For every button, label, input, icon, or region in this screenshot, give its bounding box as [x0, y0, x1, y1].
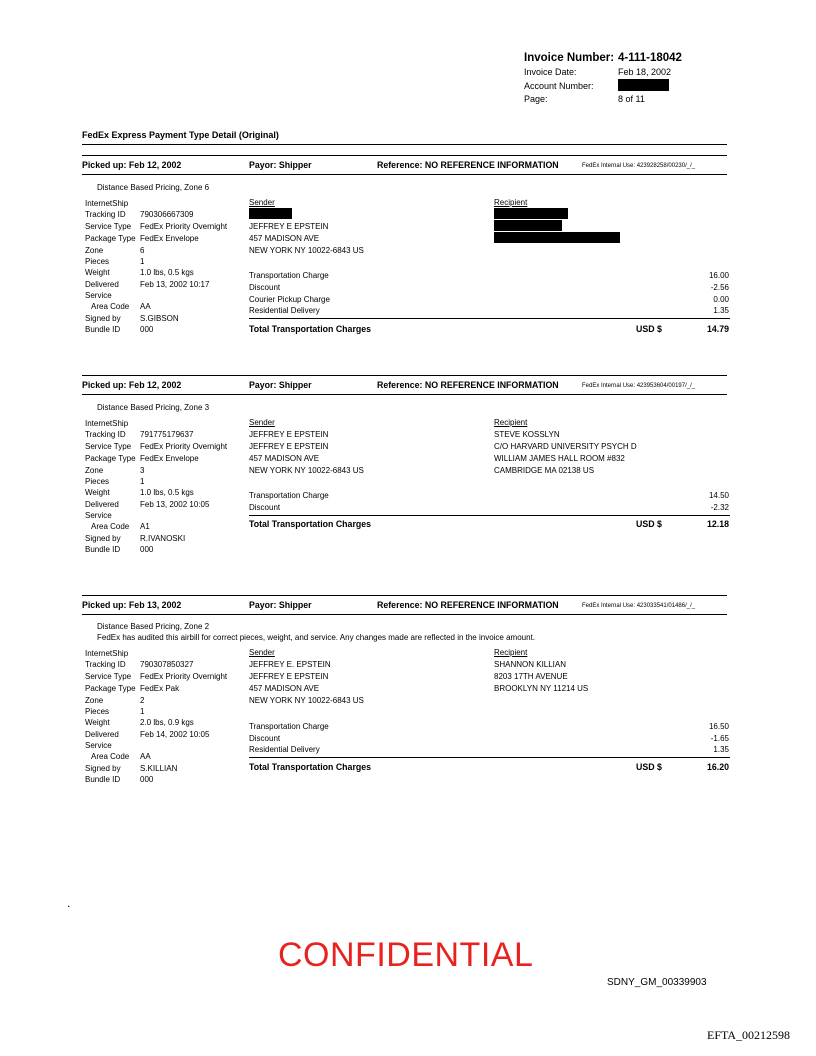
- pieces-label: Pieces: [85, 707, 110, 716]
- invoice-date-label: Invoice Date:: [524, 67, 577, 77]
- total-label: Total Transportation Charges: [249, 762, 372, 772]
- recipient-line: WILLIAM JAMES HALL ROOM #832: [494, 454, 625, 463]
- invoice-date: Feb 18, 2002: [618, 67, 672, 77]
- pricing-note: Distance Based Pricing, Zone 2: [97, 622, 210, 631]
- stray-dot: .: [67, 896, 71, 910]
- currency: USD $: [636, 324, 662, 334]
- invoice-number: 4-111-18042: [618, 52, 682, 64]
- total-label: Total Transportation Charges: [249, 324, 372, 334]
- zone-label: Zone: [85, 696, 104, 705]
- internet-ship-label: InternetShip: [85, 199, 129, 208]
- courier-pickup-label: Courier Pickup Charge: [249, 295, 330, 304]
- signed-by: S.KILLIAN: [140, 764, 178, 773]
- bundle-id-label: Bundle ID: [85, 775, 121, 784]
- bundle-id-label: Bundle ID: [85, 325, 121, 334]
- sender-line: 457 MADISON AVE: [249, 234, 320, 243]
- total-rule: [249, 318, 730, 319]
- bundle-id-label: Bundle ID: [85, 545, 121, 554]
- transportation-charge-label: Transportation Charge: [249, 491, 329, 500]
- area-code-label: Area Code: [91, 522, 130, 531]
- total-rule: [249, 515, 730, 516]
- sender-line: JEFFREY E EPSTEIN: [249, 672, 329, 681]
- reference: Reference: NO REFERENCE INFORMATION: [377, 600, 559, 610]
- total-amount: 12.18: [706, 519, 729, 529]
- pricing-note: Distance Based Pricing, Zone 3: [97, 403, 210, 412]
- area-code: AA: [140, 752, 151, 761]
- pieces: 1: [140, 477, 145, 486]
- recipient-line: 8203 17TH AVENUE: [494, 672, 568, 681]
- zone-label: Zone: [85, 466, 104, 475]
- tracking-id: 790306667309: [140, 210, 194, 219]
- internet-ship-label: InternetShip: [85, 649, 129, 658]
- section-sub-rule: [82, 174, 727, 175]
- reference: Reference: NO REFERENCE INFORMATION: [377, 160, 559, 170]
- transportation-charge: 16.00: [708, 271, 729, 280]
- recipient-line: STEVE KOSSLYN: [494, 430, 560, 439]
- sender-line: NEW YORK NY 10022-6843 US: [249, 466, 364, 475]
- picked-up: Picked up: Feb 13, 2002: [82, 600, 182, 610]
- sender-line: 457 MADISON AVE: [249, 454, 320, 463]
- package-type: FedEx Envelope: [140, 234, 199, 243]
- service-type-label: Service Type: [85, 222, 132, 231]
- tracking-id-label: Tracking ID: [85, 210, 126, 219]
- confidential-stamp: CONFIDENTIAL: [278, 936, 534, 974]
- internet-ship-label: InternetShip: [85, 419, 129, 428]
- section-top-rule: [82, 155, 727, 156]
- residential-delivery: 1.35: [713, 306, 729, 315]
- discount-label: Discount: [249, 283, 281, 292]
- tracking-id-label: Tracking ID: [85, 660, 126, 669]
- sender-label: Sender: [249, 198, 275, 207]
- discount-label: Discount: [249, 503, 281, 512]
- residential-delivery-label: Residential Delivery: [249, 745, 320, 754]
- package-type: FedEx Pak: [140, 684, 180, 693]
- area-code: A1: [140, 522, 150, 531]
- transportation-charge: 14.50: [708, 491, 729, 500]
- section-sub-rule: [82, 394, 727, 395]
- efta-number: EFTA_00212598: [707, 1028, 791, 1042]
- reference: Reference: NO REFERENCE INFORMATION: [377, 380, 559, 390]
- zone: 6: [140, 246, 145, 255]
- sender-line: NEW YORK NY 10022-6843 US: [249, 696, 364, 705]
- delivered: Feb 14, 2002 10:05: [140, 730, 210, 739]
- section-sub-rule: [82, 614, 727, 615]
- recipient-label: Recipient: [494, 198, 528, 207]
- internal-use: FedEx Internal Use: 423953604/00197/_/_: [582, 383, 696, 389]
- page-label: Page:: [524, 94, 548, 104]
- recipient-redaction: [494, 208, 568, 219]
- recipient-line: SHANNON KILLIAN: [494, 660, 567, 669]
- area-code: AA: [140, 302, 151, 311]
- residential-delivery: 1.35: [713, 745, 729, 754]
- total-amount: 14.79: [706, 324, 729, 334]
- delivered-label: Delivered: [85, 500, 119, 509]
- delivered-label: Delivered: [85, 730, 119, 739]
- signed-by-label: Signed by: [85, 314, 121, 323]
- recipient-line: CAMBRIDGE MA 02138 US: [494, 466, 595, 475]
- delivered: Feb 13, 2002 10:05: [140, 500, 210, 509]
- tracking-id: 791775179637: [140, 430, 194, 439]
- service-type: FedEx Priority Overnight: [140, 672, 228, 681]
- tracking-id-label: Tracking ID: [85, 430, 126, 439]
- sender-line: JEFFREY E EPSTEIN: [249, 430, 329, 439]
- weight: 1.0 lbs, 0.5 kgs: [140, 268, 194, 277]
- service-type: FedEx Priority Overnight: [140, 442, 228, 451]
- service-label: Service: [85, 741, 112, 750]
- recipient-line: BROOKLYN NY 11214 US: [494, 684, 589, 693]
- signed-by: R.IVANOSKI: [140, 534, 186, 543]
- package-type-label: Package Type: [85, 234, 136, 243]
- service-label: Service: [85, 291, 112, 300]
- internal-use: FedEx Internal Use: 423033541/01486/_/_: [582, 603, 696, 609]
- pricing-note: Distance Based Pricing, Zone 6: [97, 183, 210, 192]
- account-number-label: Account Number:: [524, 81, 594, 91]
- zone-label: Zone: [85, 246, 104, 255]
- tracking-id: 790307850327: [140, 660, 194, 669]
- sender-label: Sender: [249, 648, 275, 657]
- recipient-line: C/O HARVARD UNIVERSITY PSYCH D: [494, 442, 637, 451]
- weight: 1.0 lbs, 0.5 kgs: [140, 488, 194, 497]
- sender-line: JEFFREY E EPSTEIN: [249, 222, 329, 231]
- courier-pickup-charge: 0.00: [713, 295, 729, 304]
- section-top-rule: [82, 375, 727, 376]
- pieces: 1: [140, 707, 145, 716]
- recipient-redaction: [494, 232, 620, 243]
- package-type: FedEx Envelope: [140, 454, 199, 463]
- recipient-redaction: [494, 220, 562, 231]
- sender-line: 457 MADISON AVE: [249, 684, 320, 693]
- sender-label: Sender: [249, 418, 275, 427]
- bundle-id: 000: [140, 545, 154, 554]
- document-title: FedEx Express Payment Type Detail (Original): [82, 130, 279, 140]
- audit-note: FedEx has audited this airbill for correct pieces, weight, and service. Any changes made are reflected in the invoice amount.: [97, 633, 536, 642]
- area-code-label: Area Code: [91, 752, 130, 761]
- picked-up: Picked up: Feb 12, 2002: [82, 160, 182, 170]
- currency: USD $: [636, 762, 662, 772]
- sender-redaction: [249, 208, 292, 219]
- signed-by-label: Signed by: [85, 764, 121, 773]
- signed-by: S.GIBSON: [140, 314, 179, 323]
- discount: -2.56: [710, 283, 729, 292]
- total-rule: [249, 757, 730, 758]
- section-top-rule: [82, 595, 727, 596]
- service-type: FedEx Priority Overnight: [140, 222, 228, 231]
- invoice-number-label: Invoice Number:: [524, 52, 615, 64]
- weight-label: Weight: [85, 488, 110, 497]
- total-amount: 16.20: [706, 762, 729, 772]
- area-code-label: Area Code: [91, 302, 130, 311]
- recipient-label: Recipient: [494, 418, 528, 427]
- sender-line: NEW YORK NY 10022-6843 US: [249, 246, 364, 255]
- package-type-label: Package Type: [85, 454, 136, 463]
- package-type-label: Package Type: [85, 684, 136, 693]
- title-rule: [82, 144, 727, 145]
- bundle-id: 000: [140, 775, 154, 784]
- transportation-charge: 16.50: [708, 722, 729, 731]
- delivered: Feb 13, 2002 10:17: [140, 280, 210, 289]
- zone: 3: [140, 466, 145, 475]
- residential-delivery-label: Residential Delivery: [249, 306, 320, 315]
- discount: -1.65: [710, 734, 729, 743]
- bates-number: SDNY_GM_00339903: [607, 977, 707, 988]
- transportation-charge-label: Transportation Charge: [249, 722, 329, 731]
- pieces-label: Pieces: [85, 257, 110, 266]
- payor: Payor: Shipper: [249, 600, 312, 610]
- pieces-label: Pieces: [85, 477, 110, 486]
- total-label: Total Transportation Charges: [249, 519, 372, 529]
- currency: USD $: [636, 519, 662, 529]
- delivered-label: Delivered: [85, 280, 119, 289]
- discount: -2.32: [710, 503, 729, 512]
- sender-line: JEFFREY E. EPSTEIN: [249, 660, 331, 669]
- service-label: Service: [85, 511, 112, 520]
- account-number-redaction: [618, 79, 669, 91]
- recipient-label: Recipient: [494, 648, 528, 657]
- discount-label: Discount: [249, 734, 281, 743]
- transportation-charge-label: Transportation Charge: [249, 271, 329, 280]
- zone: 2: [140, 696, 145, 705]
- signed-by-label: Signed by: [85, 534, 121, 543]
- internal-use: FedEx Internal Use: 423928258/00230/_/_: [582, 163, 696, 169]
- weight: 2.0 lbs, 0.9 kgs: [140, 718, 194, 727]
- sender-line: JEFFREY E EPSTEIN: [249, 442, 329, 451]
- bundle-id: 000: [140, 325, 154, 334]
- picked-up: Picked up: Feb 12, 2002: [82, 380, 182, 390]
- payor: Payor: Shipper: [249, 160, 312, 170]
- pieces: 1: [140, 257, 145, 266]
- page-value: 8 of 11: [618, 94, 645, 104]
- service-type-label: Service Type: [85, 442, 132, 451]
- weight-label: Weight: [85, 268, 110, 277]
- payor: Payor: Shipper: [249, 380, 312, 390]
- service-type-label: Service Type: [85, 672, 132, 681]
- weight-label: Weight: [85, 718, 110, 727]
